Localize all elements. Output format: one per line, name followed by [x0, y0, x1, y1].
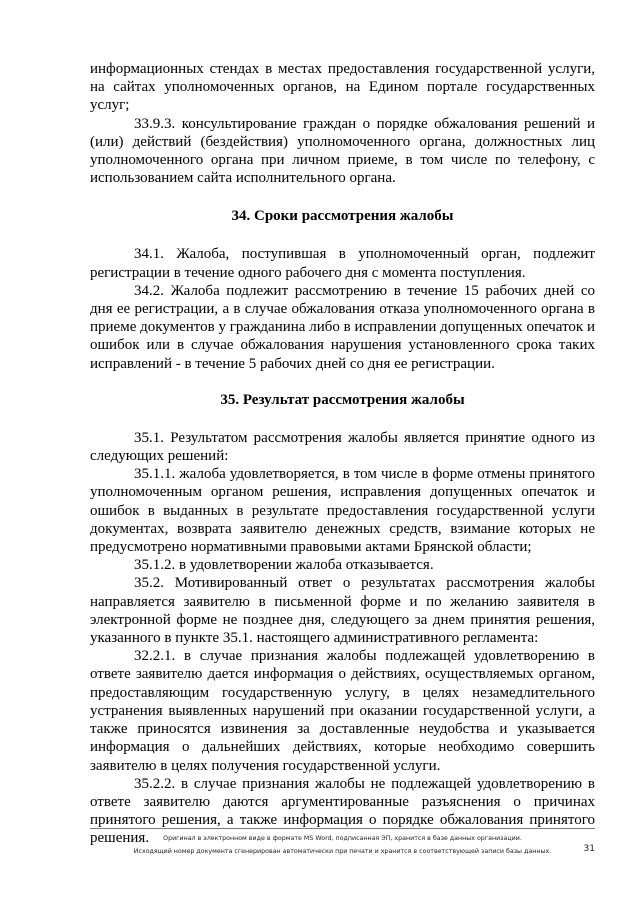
page-number: 31 [583, 844, 595, 854]
section-35-heading: 35. Результат рассмотрения жалобы [220, 391, 465, 408]
footer-note-original: Оригинал в электронном виде в формате MS Word, подписанная ЭП, хранится в базе данных организации. [163, 835, 522, 842]
section-34-heading: 34. Сроки рассмотрения жалобы [231, 208, 454, 225]
document-page [90, 60, 595, 848]
paragraph-35-1: 35.1. Результатом рассмотрения жалобы является принятие одного из следующих решений: [90, 429, 595, 465]
paragraph-35-1-2: 35.1.2. в удовлетворении жалоба отказывается. [134, 557, 434, 574]
paragraph-32-2-1: 32.2.1. в случае признания жалобы подлежащей удовлетворению в ответе заявителю дается информация о действиях, осуществляемых органом, предоставляющим государственную услугу, в целях незамедлительного устранения выявленных нарушений при оказании государственной услуги, а также приносятся извинения за доставленные неудобства и указывается информация о дальнейших действиях, которые необходимо совершить заявителю в целях получения государственной услуги. [90, 648, 595, 774]
paragraph-34-2: 34.2. Жалоба подлежит рассмотрению в течение 15 рабочих дней со дня ее регистрации, а в случае обжалования отказа уполномоченного органа в приеме документов у гражданина либо в исправлении допущенных опечаток и ошибок или в случае обжалования нарушения установленного срока таких исправлений - в течение 5 рабочих дней со дня ее регистрации. [90, 282, 595, 372]
paragraph-35-2: 35.2. Мотивированный ответ о результатах рассмотрения жалобы направляется заявителю в письменной форме и по желанию заявителя в электронной форме не позднее дня, следующего за днем принятия решения, указанного в пункте 35.1. настоящего административного регламента: [90, 575, 595, 647]
paragraph-continued: информационных стендах в местах предоставления государственной услуги, на сайтах уполномоченных органов, на Едином портале государственных услуг; [90, 61, 595, 114]
page-footer [90, 828, 595, 858]
paragraph-35-2-2: 35.2.2. в случае признания жалобы не подлежащей удовлетворению в ответе заявителю даются аргументированные разъяснения о причинах принятого решения, а также информация о порядке обжалования принятого решения. [90, 775, 595, 847]
paragraph-35-1-1: 35.1.1. жалоба удовлетворяется, в том числе в форме отмены принятого уполномоченным органом решения, исправления допущенных опечаток и ошибок в выданных в результате предоставления государственной услуги документах, возврата заявителю денежных средств, взимание которых не предусмотрено нормативными правовыми актами Брянской области; [90, 466, 595, 556]
footer-divider [90, 828, 595, 829]
footer-note-number: Исходящий номер документа сгенерирован автоматически при печати и хранится в соответствующей записи базы данных. [133, 848, 552, 855]
paragraph-34-1: 34.1. Жалоба, поступившая в уполномоченный орган, подлежит регистрации в течение одного рабочего дня с момента поступления. [90, 246, 595, 281]
paragraph-33-9-3: 33.9.3. консультирование граждан о порядке обжалования решений и (или) действий (бездействия) уполномоченного органа, должностных лиц уполномоченного органа при личном приеме, в том числе по телефону, с использованием сайта исполнительного органа. [90, 115, 595, 187]
